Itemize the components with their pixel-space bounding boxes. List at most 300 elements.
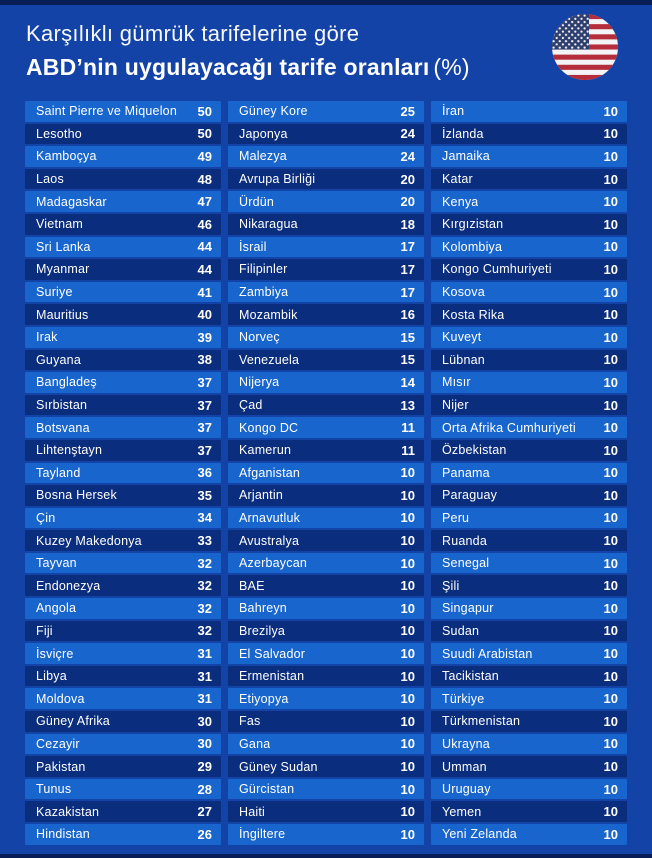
country-name: Umman [442, 759, 487, 774]
country-name: Malezya [239, 149, 287, 164]
country-name: İsviçre [36, 646, 74, 661]
table-row [431, 688, 627, 709]
bottom-edge-strip [0, 854, 652, 858]
tariff-rate: 24 [400, 148, 415, 164]
tariff-rate: 10 [603, 420, 618, 436]
tariff-rate: 10 [603, 804, 618, 820]
table-row [25, 327, 221, 348]
tariff-rate: 31 [197, 691, 212, 707]
country-name: Ukrayna [442, 736, 490, 751]
table-row [431, 485, 627, 506]
country-name: Kongo DC [239, 420, 299, 435]
table-row [228, 824, 424, 845]
table-row [25, 350, 221, 371]
country-name: El Salvador [239, 646, 306, 661]
table-row [431, 101, 627, 122]
table-row [431, 124, 627, 145]
tariff-rate: 10 [603, 510, 618, 526]
table-row [228, 282, 424, 303]
tariff-rate: 10 [400, 826, 415, 842]
country-name: Paraguay [442, 488, 498, 503]
tariff-rate: 27 [197, 804, 212, 820]
country-name: Guyana [36, 352, 81, 367]
tariff-rate: 16 [400, 307, 415, 323]
country-name: Suriye [36, 285, 73, 300]
table-row [25, 372, 221, 393]
tariff-rate: 10 [603, 600, 618, 616]
country-name: Kamerun [239, 443, 292, 458]
country-name: Myanmar [36, 262, 90, 277]
tariff-rate: 10 [603, 103, 618, 119]
country-name: Sudan [442, 623, 480, 638]
table-row [228, 598, 424, 619]
table-row [431, 530, 627, 551]
country-name: Venezuela [239, 352, 300, 367]
tariff-rate: 44 [197, 261, 212, 277]
tariff-rate: 17 [400, 261, 415, 277]
table-row [228, 237, 424, 258]
table-row [25, 801, 221, 822]
table-row [431, 191, 627, 212]
country-name: Kosova [442, 285, 485, 300]
country-name: Tayvan [36, 556, 77, 571]
page-title-line2 [26, 54, 546, 82]
table-row [25, 643, 221, 664]
country-name: Libya [36, 669, 67, 684]
table-row [228, 101, 424, 122]
table-row [431, 372, 627, 393]
table-row [228, 711, 424, 732]
table-row [431, 779, 627, 800]
table-row [431, 395, 627, 416]
country-name: Katar [442, 172, 473, 187]
country-name: Nijerya [239, 375, 280, 390]
tariff-rate: 10 [400, 736, 415, 752]
tariff-rate: 30 [197, 713, 212, 729]
table-row [25, 146, 221, 167]
country-name: Kamboçya [36, 149, 97, 164]
table-row [431, 282, 627, 303]
tariff-rate: 10 [603, 826, 618, 842]
table-row [431, 304, 627, 325]
tariff-rate: 49 [197, 148, 212, 164]
table-row [228, 372, 424, 393]
table-row [431, 146, 627, 167]
country-name: Yeni Zelanda [442, 827, 517, 842]
tariff-rate: 48 [197, 171, 212, 187]
tariff-rate: 50 [197, 126, 212, 142]
country-name: Avrupa Birliği [239, 172, 316, 187]
tariff-rate: 37 [197, 374, 212, 390]
tariff-rate: 37 [197, 397, 212, 413]
tariff-rate: 10 [400, 465, 415, 481]
tariff-rate: 10 [603, 736, 618, 752]
country-name: Zambiya [239, 285, 289, 300]
tariff-rate: 10 [603, 533, 618, 549]
table-row [25, 575, 221, 596]
table-row [228, 191, 424, 212]
country-name: İzlanda [442, 126, 484, 141]
tariff-rate: 10 [603, 691, 618, 707]
country-name: Çin [36, 510, 56, 525]
tariff-rate: 32 [197, 623, 212, 639]
country-name: Güney Afrika [36, 714, 110, 729]
table-row [431, 756, 627, 777]
country-name: Afganistan [239, 465, 301, 480]
tariff-rate: 31 [197, 646, 212, 662]
header [26, 21, 546, 82]
table-row [25, 304, 221, 325]
tariff-rate: 10 [400, 578, 415, 594]
table-row [25, 711, 221, 732]
table-row [25, 259, 221, 280]
tariff-rate: 32 [197, 578, 212, 594]
tariff-rate: 10 [603, 374, 618, 390]
country-name: Saint Pierre ve Miquelon [36, 104, 177, 119]
table-row [228, 463, 424, 484]
tariff-rate: 10 [603, 465, 618, 481]
country-name: Fiji [36, 623, 53, 638]
country-name: Bosna Hersek [36, 488, 117, 503]
tariff-rate: 10 [400, 781, 415, 797]
tariff-rate: 28 [197, 781, 212, 797]
tariff-rate: 10 [400, 668, 415, 684]
table-row [25, 530, 221, 551]
country-name: Lihtenştayn [36, 443, 103, 458]
tariff-rate: 10 [400, 510, 415, 526]
country-name: Etiyopya [239, 691, 289, 706]
tariff-rate: 10 [603, 284, 618, 300]
tariff-rate: 10 [603, 216, 618, 232]
table-row [25, 463, 221, 484]
tariff-rate: 10 [603, 759, 618, 775]
country-name: Güney Kore [239, 104, 308, 119]
country-name: Madagaskar [36, 194, 107, 209]
country-name: Filipinler [239, 262, 288, 277]
country-name: Lesotho [36, 126, 82, 141]
table-row [431, 621, 627, 642]
table-row [228, 124, 424, 145]
table-row [25, 553, 221, 574]
country-name: Angola [36, 601, 77, 616]
tariff-rate: 10 [400, 691, 415, 707]
table-row [228, 327, 424, 348]
table-row [228, 508, 424, 529]
country-name: İran [442, 104, 465, 119]
tariff-rate: 10 [603, 442, 618, 458]
tariff-rate: 10 [603, 194, 618, 210]
country-name: Güney Sudan [239, 759, 318, 774]
tariff-rate: 24 [400, 126, 415, 142]
country-name: Sri Lanka [36, 239, 91, 254]
table-row [25, 191, 221, 212]
country-name: Ermenistan [239, 669, 305, 684]
country-name: Japonya [239, 126, 288, 141]
country-name: Özbekistan [442, 443, 507, 458]
table-row [431, 350, 627, 371]
tariff-rate: 10 [603, 239, 618, 255]
country-name: Orta Afrika Cumhuriyeti [442, 420, 576, 435]
tariff-rate: 10 [603, 352, 618, 368]
tariff-rate: 40 [197, 307, 212, 323]
table-row [431, 259, 627, 280]
tariff-rate: 15 [400, 352, 415, 368]
tariff-rate: 10 [603, 781, 618, 797]
tariff-rate: 18 [400, 216, 415, 232]
country-name: Tayland [36, 465, 81, 480]
country-name: Irak [36, 330, 58, 345]
country-name: Azerbaycan [239, 556, 308, 571]
page-title-suffix: (%) [433, 54, 470, 81]
table-row [228, 779, 424, 800]
table-row [228, 621, 424, 642]
tariff-rate: 10 [400, 759, 415, 775]
table-row [25, 824, 221, 845]
tariff-rate: 17 [400, 284, 415, 300]
tariff-rate: 15 [400, 329, 415, 345]
table-row [431, 553, 627, 574]
table-row [25, 779, 221, 800]
table-row [431, 801, 627, 822]
tariff-column-2 [228, 101, 424, 845]
tariff-rate: 50 [197, 103, 212, 119]
country-name: Vietnam [36, 217, 84, 232]
country-name: Ruanda [442, 533, 487, 548]
table-row [25, 621, 221, 642]
tariff-rate: 44 [197, 239, 212, 255]
table-row [431, 440, 627, 461]
country-name: Tacikistan [442, 669, 499, 684]
country-name: Sırbistan [36, 398, 88, 413]
table-row [228, 350, 424, 371]
tariff-rate: 10 [603, 555, 618, 571]
table-row [25, 395, 221, 416]
tariff-rate: 11 [401, 420, 415, 436]
tariff-rate: 33 [197, 533, 212, 549]
tariff-rate: 10 [400, 487, 415, 503]
country-name: Kongo Cumhuriyeti [442, 262, 552, 277]
table-row [228, 643, 424, 664]
table-row [431, 463, 627, 484]
table-row [228, 214, 424, 235]
country-name: Mısır [442, 375, 471, 390]
table-row [431, 643, 627, 664]
table-row [25, 124, 221, 145]
table-row [228, 801, 424, 822]
country-name: BAE [239, 578, 265, 593]
page-title-line1: Karşılıklı gümrük tarifelerine göre [26, 21, 360, 46]
table-row [25, 598, 221, 619]
table-row [228, 756, 424, 777]
country-name: Nikaragua [239, 217, 298, 232]
tariff-rate: 10 [603, 171, 618, 187]
table-row [228, 259, 424, 280]
tariff-rate: 11 [401, 442, 415, 458]
table-row [431, 327, 627, 348]
country-name: Cezayir [36, 736, 80, 751]
tariff-rate: 29 [197, 759, 212, 775]
table-row [228, 688, 424, 709]
country-name: Fas [239, 714, 261, 729]
table-row [431, 598, 627, 619]
table-row [228, 304, 424, 325]
country-name: Bangladeş [36, 375, 97, 390]
country-name: Senegal [442, 556, 490, 571]
tariff-rate: 10 [603, 578, 618, 594]
country-name: Brezilya [239, 623, 286, 638]
tariff-rate: 10 [603, 646, 618, 662]
tariff-rate: 10 [400, 533, 415, 549]
country-name: İngiltere [239, 827, 286, 842]
table-row [25, 485, 221, 506]
country-name: Yemen [442, 804, 482, 819]
country-name: Lübnan [442, 352, 485, 367]
tariff-rate: 26 [197, 826, 212, 842]
country-name: Kazakistan [36, 804, 100, 819]
country-name: Panama [442, 465, 490, 480]
country-name: Mozambik [239, 307, 298, 322]
tariff-rate: 39 [197, 329, 212, 345]
country-name: Kenya [442, 194, 479, 209]
tariff-rate: 10 [400, 713, 415, 729]
country-name: Endonezya [36, 578, 101, 593]
tariff-rate: 10 [400, 804, 415, 820]
tariff-rate: 25 [400, 103, 415, 119]
country-name: Pakistan [36, 759, 86, 774]
country-name: Ürdün [239, 194, 275, 209]
table-row [228, 146, 424, 167]
table-row [25, 666, 221, 687]
tariff-rate: 20 [400, 194, 415, 210]
tariff-rate: 10 [400, 600, 415, 616]
us-flag-icon [552, 14, 618, 80]
country-name: Türkiye [442, 691, 485, 706]
table-row [228, 440, 424, 461]
tariff-rate: 13 [400, 397, 415, 413]
country-name: Bahreyn [239, 601, 287, 616]
tariff-rate: 41 [197, 284, 212, 300]
country-name: Jamaika [442, 149, 490, 164]
tariff-rate: 10 [603, 487, 618, 503]
country-name: Avustralya [239, 533, 300, 548]
country-name: Suudi Arabistan [442, 646, 533, 661]
table-row [431, 734, 627, 755]
tariff-rate: 10 [603, 668, 618, 684]
tariff-rate: 10 [603, 148, 618, 164]
table-row [431, 824, 627, 845]
tariff-rate: 47 [197, 194, 212, 210]
country-name: Şili [442, 578, 460, 593]
tariff-rate: 20 [400, 171, 415, 187]
tariff-rate: 37 [197, 420, 212, 436]
tariff-rate: 10 [603, 126, 618, 142]
tariff-rate: 36 [197, 465, 212, 481]
tariff-rate: 34 [197, 510, 212, 526]
tariff-rate: 38 [197, 352, 212, 368]
table-row [228, 666, 424, 687]
country-name: Kolombiya [442, 239, 503, 254]
table-row [228, 395, 424, 416]
table-row [431, 237, 627, 258]
table-row [228, 417, 424, 438]
tariff-rate: 10 [400, 646, 415, 662]
country-name: Mauritius [36, 307, 89, 322]
country-name: Kosta Rika [442, 307, 505, 322]
table-row [25, 214, 221, 235]
country-name: Peru [442, 510, 470, 525]
country-name: Kuveyt [442, 330, 482, 345]
table-row [25, 688, 221, 709]
table-row [431, 666, 627, 687]
country-name: Moldova [36, 691, 85, 706]
tariff-rate: 10 [603, 307, 618, 323]
table-row [228, 734, 424, 755]
table-row [25, 734, 221, 755]
tariff-rate: 37 [197, 442, 212, 458]
country-name: İsrail [239, 239, 267, 254]
table-row [25, 237, 221, 258]
table-row [25, 508, 221, 529]
table-row [25, 440, 221, 461]
table-row [228, 530, 424, 551]
table-row [25, 101, 221, 122]
table-row [25, 169, 221, 190]
country-name: Hindistan [36, 827, 90, 842]
tariff-column-1 [25, 101, 221, 845]
table-row [25, 756, 221, 777]
table-row [228, 575, 424, 596]
country-name: Laos [36, 172, 64, 187]
table-row [431, 508, 627, 529]
tariff-column-3 [431, 101, 627, 845]
country-name: Botsvana [36, 420, 90, 435]
table-row [431, 711, 627, 732]
country-name: Çad [239, 398, 263, 413]
tariff-rate: 10 [400, 555, 415, 571]
country-name: Arjantin [239, 488, 283, 503]
tariff-rate: 14 [400, 374, 415, 390]
country-name: Arnavutluk [239, 510, 301, 525]
country-name: Singapur [442, 601, 494, 616]
country-name: Kuzey Makedonya [36, 533, 142, 548]
tariff-rate: 10 [603, 329, 618, 345]
table-row [431, 417, 627, 438]
table-row [228, 553, 424, 574]
country-name: Norveç [239, 330, 280, 345]
country-name: Uruguay [442, 782, 491, 797]
tariff-rate: 32 [197, 600, 212, 616]
table-row [431, 214, 627, 235]
top-edge-strip [0, 0, 652, 5]
tariff-rate: 10 [603, 713, 618, 729]
tariff-rate: 35 [197, 487, 212, 503]
tariff-rate: 10 [603, 623, 618, 639]
table-row [25, 417, 221, 438]
tariff-rate: 46 [197, 216, 212, 232]
table-row [228, 485, 424, 506]
tariff-rate: 30 [197, 736, 212, 752]
country-name: Gana [239, 736, 271, 751]
table-row [25, 282, 221, 303]
country-name: Gürcistan [239, 782, 295, 797]
tariff-rate: 10 [603, 261, 618, 277]
table-row [431, 169, 627, 190]
table-row [431, 575, 627, 596]
tariff-rate: 10 [400, 623, 415, 639]
country-name: Kırgızistan [442, 217, 504, 232]
country-name: Tunus [36, 782, 72, 797]
country-name: Türkmenistan [442, 714, 521, 729]
